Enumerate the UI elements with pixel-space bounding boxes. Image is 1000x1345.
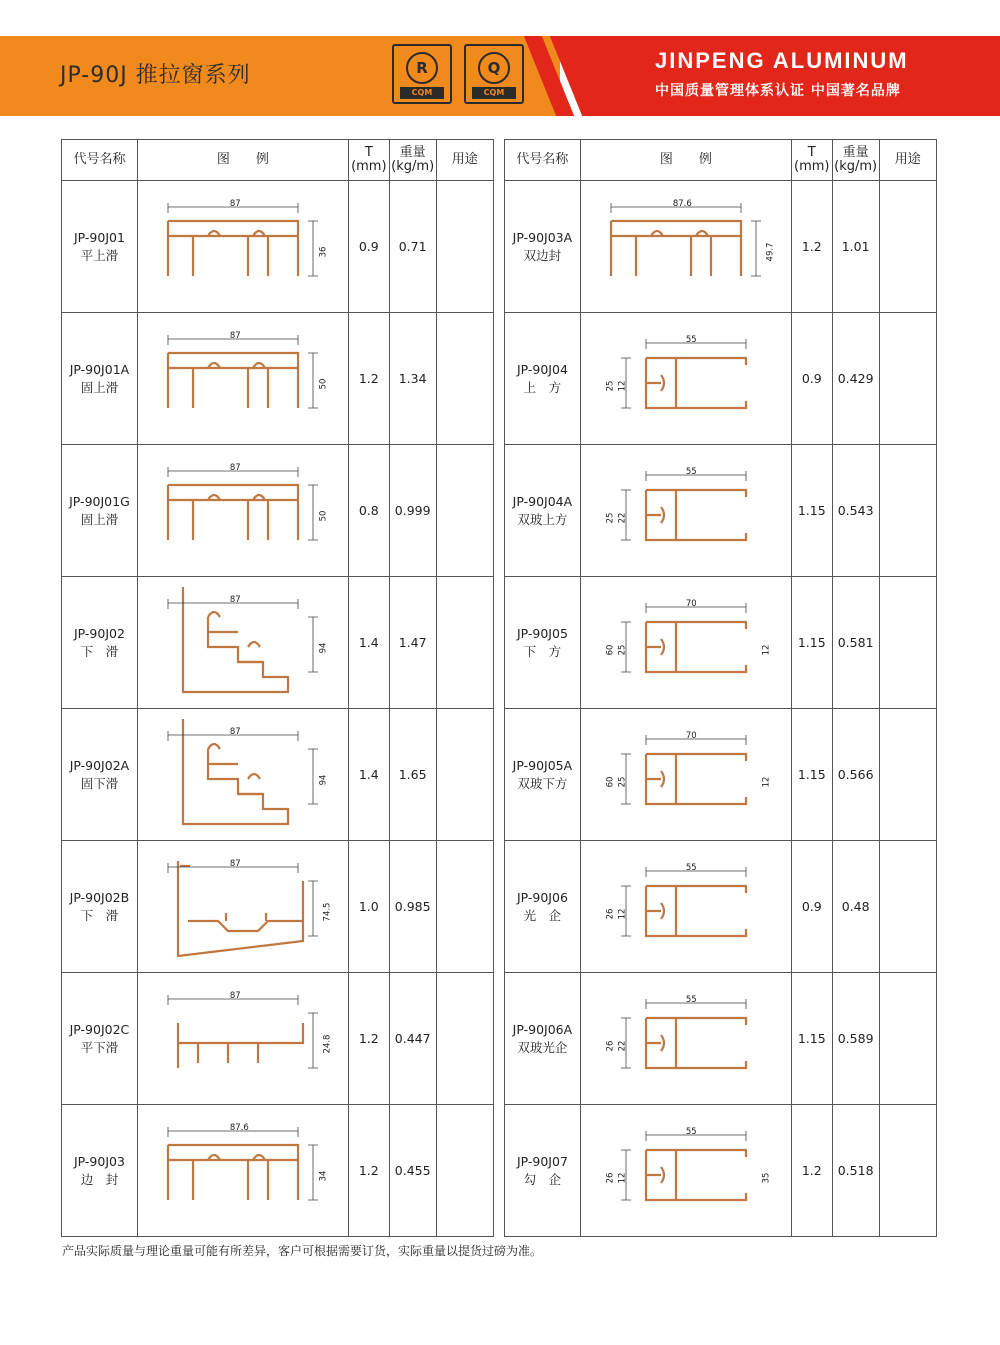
use-cell bbox=[436, 973, 493, 1105]
thickness-cell: 1.4 bbox=[348, 709, 389, 841]
dimension-label: 94 bbox=[318, 642, 329, 654]
profile-code-cell bbox=[505, 1105, 581, 1237]
profile-figure-cell bbox=[580, 577, 791, 709]
col-thickness-header bbox=[791, 140, 832, 181]
cqm-q-logo bbox=[464, 44, 524, 104]
profile-code: JP-90J02C bbox=[69, 1021, 130, 1037]
dimension-label: 87 bbox=[229, 331, 241, 341]
profile-figure bbox=[581, 973, 791, 1104]
thickness-cell: 1.2 bbox=[348, 973, 389, 1105]
dimension-label: 26 bbox=[605, 908, 616, 920]
col-weight-header bbox=[832, 140, 879, 181]
use-cell bbox=[879, 709, 936, 841]
col-use-header: 用途 bbox=[879, 140, 936, 181]
col-thickness-header bbox=[348, 140, 389, 181]
thickness-cell: 1.2 bbox=[348, 313, 389, 445]
profile-svg bbox=[138, 841, 348, 972]
profile-code-cell bbox=[505, 973, 581, 1105]
weight-cell: 1.65 bbox=[389, 709, 436, 841]
dimension-label: 12 bbox=[761, 776, 772, 788]
dimension-label: 22 bbox=[617, 512, 628, 524]
profile-code-cell bbox=[62, 709, 138, 841]
profile-drawing bbox=[168, 485, 298, 540]
profile-code-cell bbox=[505, 181, 581, 313]
weight-cell: 0.447 bbox=[389, 973, 436, 1105]
weight-cell: 1.34 bbox=[389, 313, 436, 445]
use-cell bbox=[879, 181, 936, 313]
dimension-label: 87 bbox=[229, 859, 241, 869]
profile-code-cell bbox=[62, 841, 138, 973]
footnote: 产品实际质量与理论重量可能有所差异，客户可根据需要订货，实际重量以提货过磅为准。 bbox=[62, 1244, 543, 1258]
profile-code: JP-90J02 bbox=[73, 625, 125, 641]
dimension-label: 26 bbox=[605, 1172, 616, 1184]
profile-figure bbox=[581, 181, 791, 312]
dimension-label: 94 bbox=[318, 774, 329, 786]
right-profile-table bbox=[504, 139, 937, 1237]
profile-figure-cell bbox=[137, 973, 348, 1105]
profile-figure bbox=[138, 313, 348, 444]
profile-name: 平上滑 bbox=[80, 247, 119, 263]
profile-figure bbox=[581, 313, 791, 444]
profile-figure-cell bbox=[580, 709, 791, 841]
profile-code-cell bbox=[505, 445, 581, 577]
thickness-cell: 0.9 bbox=[791, 841, 832, 973]
profile-name: 下 滑 bbox=[80, 907, 119, 923]
dimension-label: 87.6 bbox=[229, 1123, 249, 1133]
col-weight-label: 重量 bbox=[842, 145, 869, 160]
col-code-header: 代号名称 bbox=[62, 140, 138, 181]
profile-figure bbox=[581, 1105, 791, 1236]
thickness-cell: 1.15 bbox=[791, 973, 832, 1105]
use-cell bbox=[436, 709, 493, 841]
dimension-label: 87 bbox=[229, 991, 241, 1001]
table-row bbox=[62, 973, 494, 1105]
profile-code: JP-90J02B bbox=[69, 889, 130, 905]
weight-cell: 0.985 bbox=[389, 841, 436, 973]
profile-code-cell bbox=[62, 577, 138, 709]
weight-cell: 0.581 bbox=[832, 577, 879, 709]
weight-cell: 0.589 bbox=[832, 973, 879, 1105]
profile-code-cell bbox=[505, 313, 581, 445]
dimension-label: 87 bbox=[229, 595, 241, 605]
weight-cell: 0.518 bbox=[832, 1105, 879, 1237]
profile-code-cell bbox=[62, 181, 138, 313]
profile-code: JP-90J01 bbox=[73, 229, 125, 245]
table-row bbox=[62, 313, 494, 445]
use-cell bbox=[436, 577, 493, 709]
profile-figure bbox=[138, 181, 348, 312]
profile-name: 下 滑 bbox=[80, 643, 119, 659]
cqm-r-logo-letter: R bbox=[406, 52, 438, 84]
col-figure-header: 图 例 bbox=[580, 140, 791, 181]
profile-figure-cell bbox=[580, 973, 791, 1105]
profile-drawing bbox=[646, 1150, 746, 1200]
profile-drawing bbox=[168, 353, 298, 408]
table-row bbox=[505, 709, 937, 841]
dimension-lines bbox=[621, 999, 746, 1068]
dimension-label: 25 bbox=[617, 776, 628, 788]
dimension-label: 34 bbox=[318, 1170, 329, 1182]
profile-svg bbox=[138, 973, 348, 1104]
table-header-row bbox=[505, 140, 937, 181]
col-code-header: 代号名称 bbox=[505, 140, 581, 181]
thickness-cell: 1.2 bbox=[791, 1105, 832, 1237]
use-cell bbox=[879, 973, 936, 1105]
dimension-label: 24.8 bbox=[322, 1034, 333, 1054]
profile-figure bbox=[138, 709, 348, 840]
dimension-label: 87 bbox=[229, 199, 241, 209]
profile-name: 固上滑 bbox=[80, 379, 119, 395]
left-profile-table bbox=[61, 139, 494, 1237]
profile-drawing bbox=[178, 861, 303, 956]
profile-drawing bbox=[646, 358, 746, 408]
cqm-r-logo-tag: CQM bbox=[400, 87, 444, 99]
use-cell bbox=[436, 841, 493, 973]
col-thickness-unit: (mm) bbox=[351, 159, 387, 174]
dimension-label: 74.5 bbox=[322, 902, 333, 922]
dimension-label: 50 bbox=[318, 510, 329, 522]
thickness-cell: 0.9 bbox=[348, 181, 389, 313]
col-weight-header bbox=[389, 140, 436, 181]
dimension-label: 55 bbox=[685, 467, 697, 477]
profile-code-cell bbox=[62, 1105, 138, 1237]
table-row bbox=[505, 577, 937, 709]
use-cell bbox=[879, 1105, 936, 1237]
profile-figure-cell bbox=[580, 181, 791, 313]
thickness-cell: 1.2 bbox=[791, 181, 832, 313]
use-cell bbox=[436, 445, 493, 577]
dimension-lines bbox=[621, 339, 746, 408]
col-weight-label: 重量 bbox=[399, 145, 426, 160]
thickness-cell: 1.4 bbox=[348, 577, 389, 709]
dimension-lines bbox=[168, 995, 318, 1068]
thickness-cell: 0.8 bbox=[348, 445, 389, 577]
dimension-label: 12 bbox=[761, 644, 772, 656]
profile-code: JP-90J05A bbox=[512, 757, 573, 773]
dimension-lines bbox=[621, 867, 746, 936]
profile-drawing bbox=[168, 1145, 298, 1200]
profile-figure bbox=[138, 973, 348, 1104]
profile-figure bbox=[138, 445, 348, 576]
col-thickness-label: T bbox=[364, 145, 373, 160]
profile-code-cell bbox=[505, 709, 581, 841]
table-row bbox=[505, 313, 937, 445]
profile-code: JP-90J03 bbox=[73, 1153, 125, 1169]
dimension-label: 55 bbox=[685, 335, 697, 345]
cqm-q-logo-tag: CQM bbox=[472, 87, 516, 99]
profile-code-cell bbox=[62, 445, 138, 577]
weight-cell: 0.429 bbox=[832, 313, 879, 445]
dimension-label: 87 bbox=[229, 463, 241, 473]
thickness-cell: 1.15 bbox=[791, 709, 832, 841]
col-thickness-label: T bbox=[807, 145, 816, 160]
use-cell bbox=[879, 445, 936, 577]
dimension-label: 12 bbox=[617, 1172, 628, 1184]
profile-drawing bbox=[611, 221, 741, 276]
profile-figure-cell bbox=[580, 445, 791, 577]
dimension-label: 12 bbox=[617, 908, 628, 920]
profile-figure-cell bbox=[137, 445, 348, 577]
profile-name: 上 方 bbox=[523, 379, 562, 395]
use-cell bbox=[436, 1105, 493, 1237]
profile-drawing bbox=[178, 1023, 303, 1068]
profile-name: 平下滑 bbox=[80, 1039, 119, 1055]
profile-code: JP-90J07 bbox=[516, 1153, 568, 1169]
profile-code: JP-90J01G bbox=[69, 493, 130, 509]
dimension-label: 55 bbox=[685, 1127, 697, 1137]
profile-figure bbox=[138, 577, 348, 708]
profile-drawing bbox=[646, 1018, 746, 1068]
dimension-label: 70 bbox=[685, 599, 697, 609]
profile-name: 边 封 bbox=[80, 1171, 119, 1187]
weight-cell: 1.01 bbox=[832, 181, 879, 313]
table-row bbox=[62, 1105, 494, 1237]
profile-drawing bbox=[646, 754, 746, 804]
table-row bbox=[62, 841, 494, 973]
profile-code: JP-90J04 bbox=[516, 361, 568, 377]
profile-figure bbox=[138, 841, 348, 972]
profile-code-cell bbox=[505, 577, 581, 709]
dimension-lines bbox=[621, 1131, 746, 1200]
table-row bbox=[505, 1105, 937, 1237]
profile-figure bbox=[581, 841, 791, 972]
weight-cell: 0.566 bbox=[832, 709, 879, 841]
weight-cell: 1.47 bbox=[389, 577, 436, 709]
use-cell bbox=[436, 181, 493, 313]
dimension-label: 36 bbox=[318, 246, 329, 258]
dimension-lines bbox=[168, 863, 318, 936]
profile-figure bbox=[138, 1105, 348, 1236]
profile-code: JP-90J03A bbox=[512, 229, 573, 245]
profile-name: 下 方 bbox=[523, 643, 562, 659]
cqm-r-logo bbox=[392, 44, 452, 104]
brand-subtitle: 中国质量管理体系认证 中国著名品牌 bbox=[655, 83, 901, 99]
dimension-label: 70 bbox=[685, 731, 697, 741]
profile-drawing bbox=[646, 886, 746, 936]
profile-figure-cell bbox=[137, 841, 348, 973]
brand-name: JINPENG ALUMINUM bbox=[655, 48, 909, 73]
profile-name: 双玻下方 bbox=[517, 775, 568, 791]
weight-cell: 0.543 bbox=[832, 445, 879, 577]
profile-figure bbox=[581, 577, 791, 708]
table-row bbox=[505, 973, 937, 1105]
thickness-cell: 0.9 bbox=[791, 313, 832, 445]
dimension-label: 55 bbox=[685, 863, 697, 873]
table-row bbox=[62, 181, 494, 313]
col-use-header: 用途 bbox=[436, 140, 493, 181]
table-row bbox=[505, 181, 937, 313]
profile-figure-cell bbox=[137, 577, 348, 709]
thickness-cell: 1.2 bbox=[348, 1105, 389, 1237]
col-weight-unit: (kg/m) bbox=[391, 159, 435, 174]
use-cell bbox=[879, 313, 936, 445]
cqm-q-logo-letter: Q bbox=[478, 52, 510, 84]
dimension-label: 87 bbox=[229, 727, 241, 737]
thickness-cell: 1.0 bbox=[348, 841, 389, 973]
dimension-label: 87.6 bbox=[672, 199, 692, 209]
profile-code-cell bbox=[62, 313, 138, 445]
table-row bbox=[62, 577, 494, 709]
profile-code: JP-90J06 bbox=[516, 889, 568, 905]
table-row bbox=[62, 709, 494, 841]
dimension-label: 50 bbox=[318, 378, 329, 390]
page-title: JP-90J 推拉窗系列 bbox=[60, 63, 251, 88]
weight-cell: 0.999 bbox=[389, 445, 436, 577]
dimension-label: 25 bbox=[617, 644, 628, 656]
col-weight-unit: (kg/m) bbox=[834, 159, 878, 174]
table-row bbox=[62, 445, 494, 577]
table-header-row bbox=[62, 140, 494, 181]
dimension-lines bbox=[168, 203, 318, 276]
profile-drawing bbox=[646, 490, 746, 540]
dimension-label: 25 bbox=[605, 512, 616, 524]
profile-code: JP-90J01A bbox=[69, 361, 130, 377]
use-cell bbox=[436, 313, 493, 445]
profile-name: 勾 企 bbox=[523, 1171, 562, 1187]
profile-name: 双玻上方 bbox=[517, 511, 568, 527]
profile-name: 双玻光企 bbox=[517, 1039, 568, 1055]
profile-figure-cell bbox=[137, 1105, 348, 1237]
profile-code: JP-90J06A bbox=[512, 1021, 573, 1037]
profile-figure-cell bbox=[580, 313, 791, 445]
dimension-label: 26 bbox=[605, 1040, 616, 1052]
dimension-lines bbox=[611, 203, 761, 276]
table-row bbox=[505, 445, 937, 577]
dimension-label: 60 bbox=[605, 644, 616, 656]
profile-figure-cell bbox=[580, 841, 791, 973]
dimension-lines bbox=[621, 471, 746, 540]
dimension-lines bbox=[168, 1127, 318, 1200]
thickness-cell: 1.15 bbox=[791, 445, 832, 577]
profile-figure bbox=[581, 445, 791, 576]
profile-figure-cell bbox=[137, 709, 348, 841]
profile-name: 固下滑 bbox=[80, 775, 119, 791]
profile-code: JP-90J02A bbox=[69, 757, 130, 773]
table-row bbox=[505, 841, 937, 973]
dimension-label: 25 bbox=[605, 380, 616, 392]
weight-cell: 0.455 bbox=[389, 1105, 436, 1237]
dimension-lines bbox=[621, 735, 746, 804]
dimension-label: 55 bbox=[685, 995, 697, 1005]
profile-code-cell bbox=[62, 973, 138, 1105]
profile-name: 双边封 bbox=[523, 247, 562, 263]
dimension-label: 60 bbox=[605, 776, 616, 788]
profile-drawing bbox=[646, 622, 746, 672]
weight-cell: 0.48 bbox=[832, 841, 879, 973]
weight-cell: 0.71 bbox=[389, 181, 436, 313]
profile-code: JP-90J05 bbox=[516, 625, 568, 641]
thickness-cell: 1.15 bbox=[791, 577, 832, 709]
profile-figure-cell bbox=[580, 1105, 791, 1237]
col-thickness-unit: (mm) bbox=[794, 159, 830, 174]
profile-name: 光 企 bbox=[523, 907, 562, 923]
dimension-label: 12 bbox=[617, 380, 628, 392]
dimension-label: 22 bbox=[617, 1040, 628, 1052]
dimension-label: 35 bbox=[761, 1172, 772, 1184]
profile-code-cell bbox=[505, 841, 581, 973]
use-cell bbox=[879, 841, 936, 973]
dimension-lines bbox=[621, 603, 746, 672]
profile-figure-cell bbox=[137, 181, 348, 313]
profile-figure bbox=[581, 709, 791, 840]
profile-drawing bbox=[168, 221, 298, 276]
profile-code: JP-90J04A bbox=[512, 493, 573, 509]
use-cell bbox=[879, 577, 936, 709]
dimension-lines bbox=[168, 467, 318, 540]
col-figure-header: 图 例 bbox=[137, 140, 348, 181]
dimension-lines bbox=[168, 335, 318, 408]
dimension-label: 49.7 bbox=[765, 242, 776, 262]
header-banner bbox=[0, 36, 1000, 116]
profile-name: 固上滑 bbox=[80, 511, 119, 527]
profile-figure-cell bbox=[137, 313, 348, 445]
